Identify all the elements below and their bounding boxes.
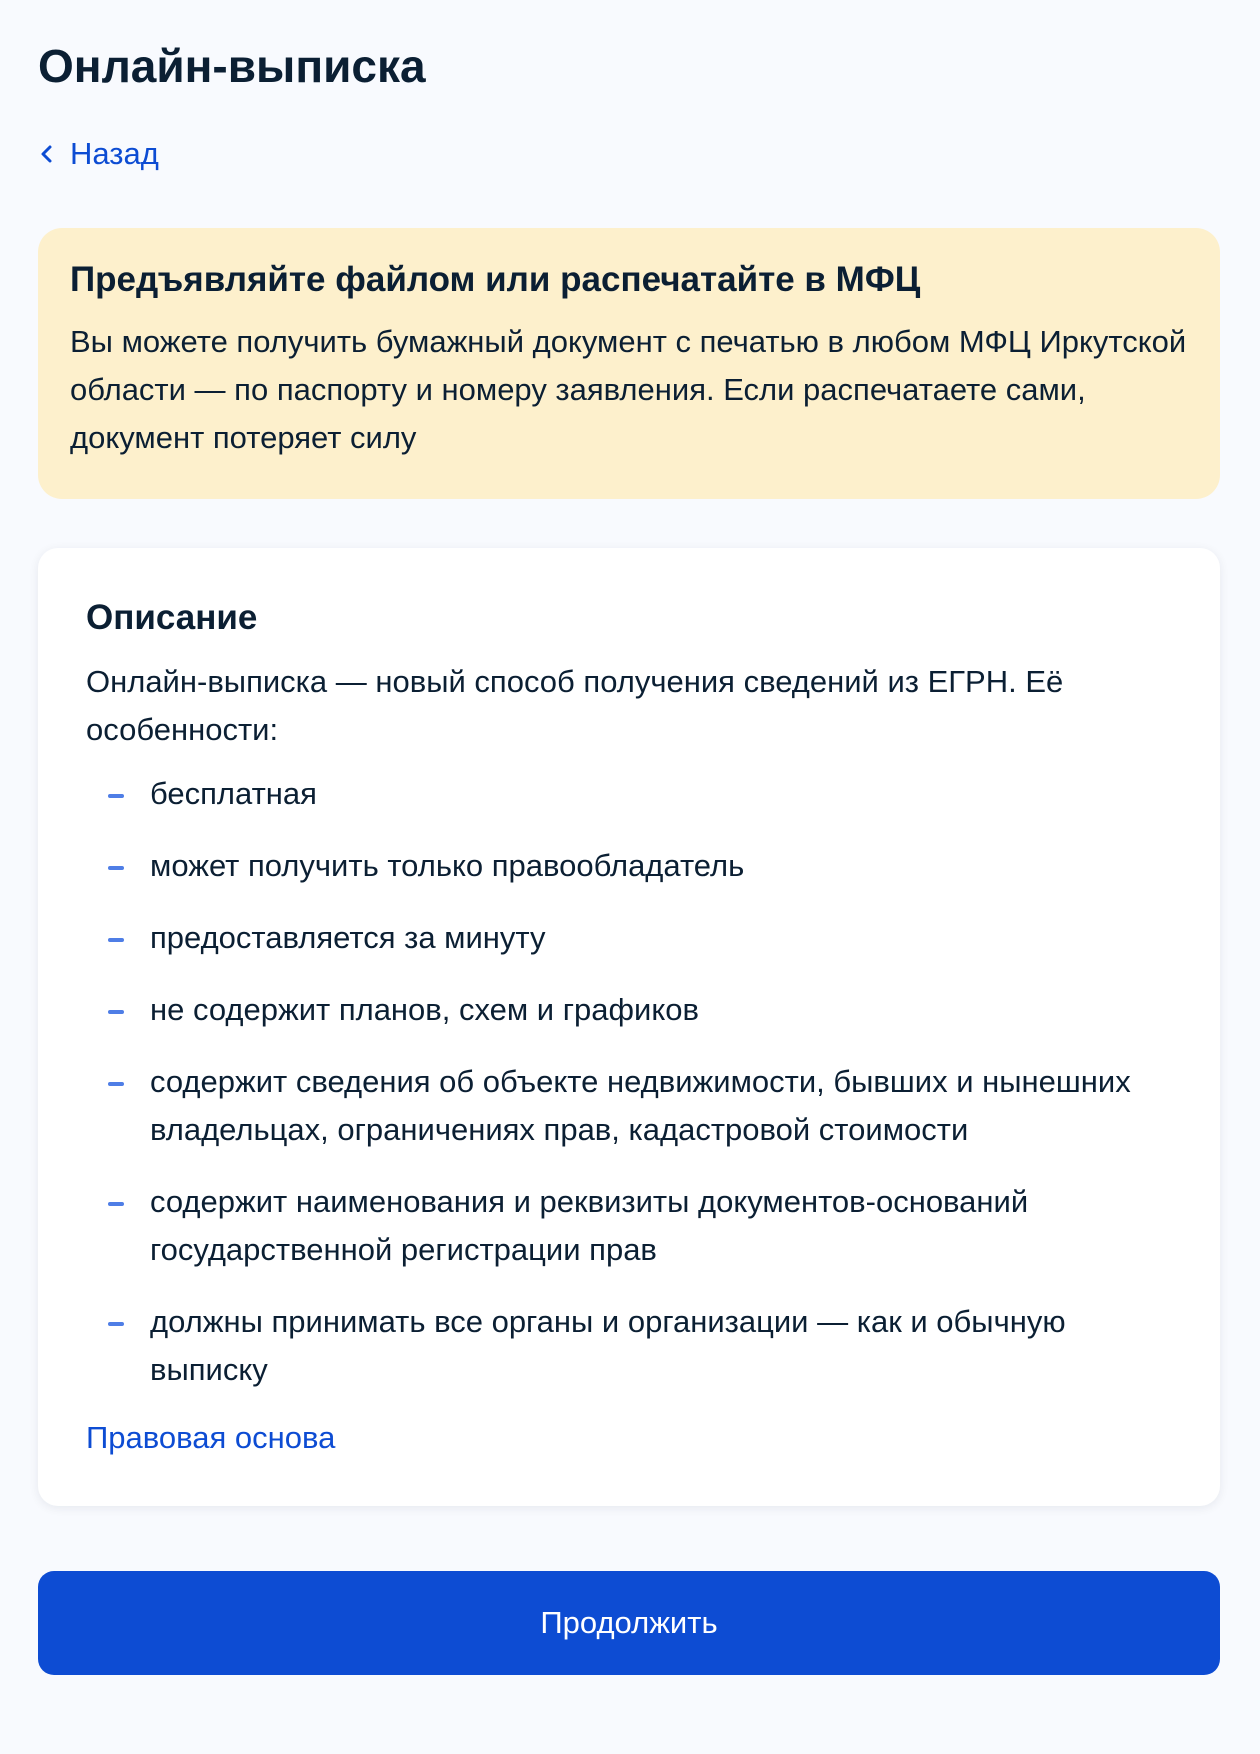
features-list xyxy=(86,770,1172,1394)
dash-bullet-icon xyxy=(108,1082,124,1086)
description-title: Описание xyxy=(86,598,258,637)
notice-title: Предъявляйте файлом или распечатайте в МФЦ xyxy=(70,260,921,299)
info-notice xyxy=(38,228,1220,499)
list-item-text: содержит сведения об объекте недвижимости, бывших и нынешних владельцах, ограничениях прав, кадастровой стоимости xyxy=(150,1064,1131,1147)
dash-bullet-icon xyxy=(108,938,124,942)
list-item xyxy=(86,770,1150,818)
page-title: Онлайн-выписка xyxy=(38,40,426,92)
dash-bullet-icon xyxy=(108,1322,124,1326)
list-item xyxy=(86,914,1150,962)
list-item-text: бесплатная xyxy=(150,776,317,811)
list-item xyxy=(86,1298,1150,1394)
notice-text: Вы можете получить бумажный документ с печатью в любом МФЦ Иркутской области — по паспорту и номеру заявления. Если распечатаете сами, документ потеряет силу xyxy=(70,324,1187,455)
list-item xyxy=(86,842,1150,890)
dash-bullet-icon xyxy=(108,794,124,798)
description-intro: Онлайн-выписка — новый способ получения сведений из ЕГРН. Её особенности: xyxy=(86,664,1064,747)
list-item xyxy=(86,986,1150,1034)
back-link-label: Назад xyxy=(70,136,159,171)
description-card xyxy=(38,548,1220,1506)
dash-bullet-icon xyxy=(108,1010,124,1014)
list-item-text: предоставляется за минуту xyxy=(150,920,546,955)
dash-bullet-icon xyxy=(108,1202,124,1206)
list-item-text: должны принимать все органы и организации — как и обычную выписку xyxy=(150,1304,1066,1387)
back-link[interactable] xyxy=(38,132,159,176)
continue-button[interactable]: Продолжить xyxy=(38,1571,1220,1675)
dash-bullet-icon xyxy=(108,866,124,870)
list-item-text: не содержит планов, схем и графиков xyxy=(150,992,699,1027)
list-item-text: может получить только правообладатель xyxy=(150,848,745,883)
list-item-text: содержит наименования и реквизиты документов-оснований государственной регистрации прав xyxy=(150,1184,1029,1267)
list-item xyxy=(86,1058,1150,1154)
list-item xyxy=(86,1178,1150,1274)
chevron-left-icon xyxy=(38,142,56,166)
legal-basis-link[interactable]: Правовая основа xyxy=(86,1420,336,1455)
